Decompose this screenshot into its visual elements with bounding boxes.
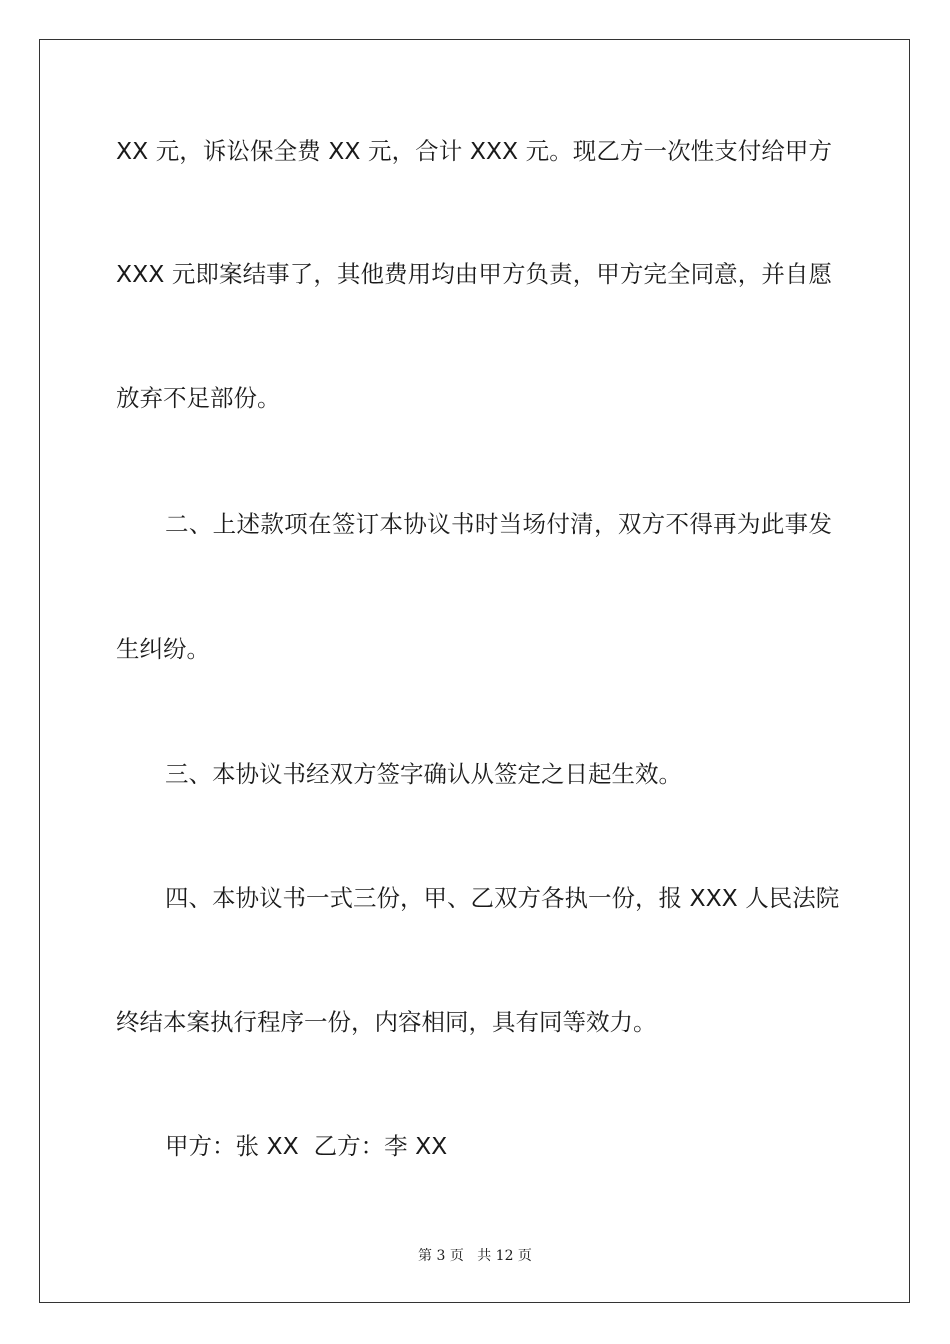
page-number: 第 3 页 — [418, 1248, 464, 1264]
paragraph-line-8: 终结本案执行程序一份，内容相同，具有同等效力。 — [116, 1008, 657, 1036]
paragraph-line-5: 生纠纷。 — [116, 635, 210, 663]
paragraph-line-1: XX 元，诉讼保全费 XX 元，合计 XXX 元。现乙方一次性支付给甲方 — [116, 137, 832, 165]
paragraph-line-7: 四、本协议书一式三份，甲、乙双方各执一份，报 XXX 人民法院 — [165, 884, 840, 912]
paragraph-line-3: 放弃不足部份。 — [116, 384, 281, 412]
paragraph-line-6: 三、本协议书经双方签字确认从签定之日起生效。 — [165, 760, 682, 788]
signature-line: 甲方：张 XX 乙方：李 XX — [165, 1132, 448, 1160]
paragraph-line-4: 二、上述款项在签订本协议书时当场付清，双方不得再为此事发 — [165, 510, 832, 538]
paragraph-line-2: XXX 元即案结事了，其他费用均由甲方负责，甲方完全同意，并自愿 — [116, 260, 832, 288]
page-border — [39, 39, 910, 1303]
page-footer — [0, 1246, 950, 1266]
page-total: 共 12 页 — [477, 1248, 532, 1264]
